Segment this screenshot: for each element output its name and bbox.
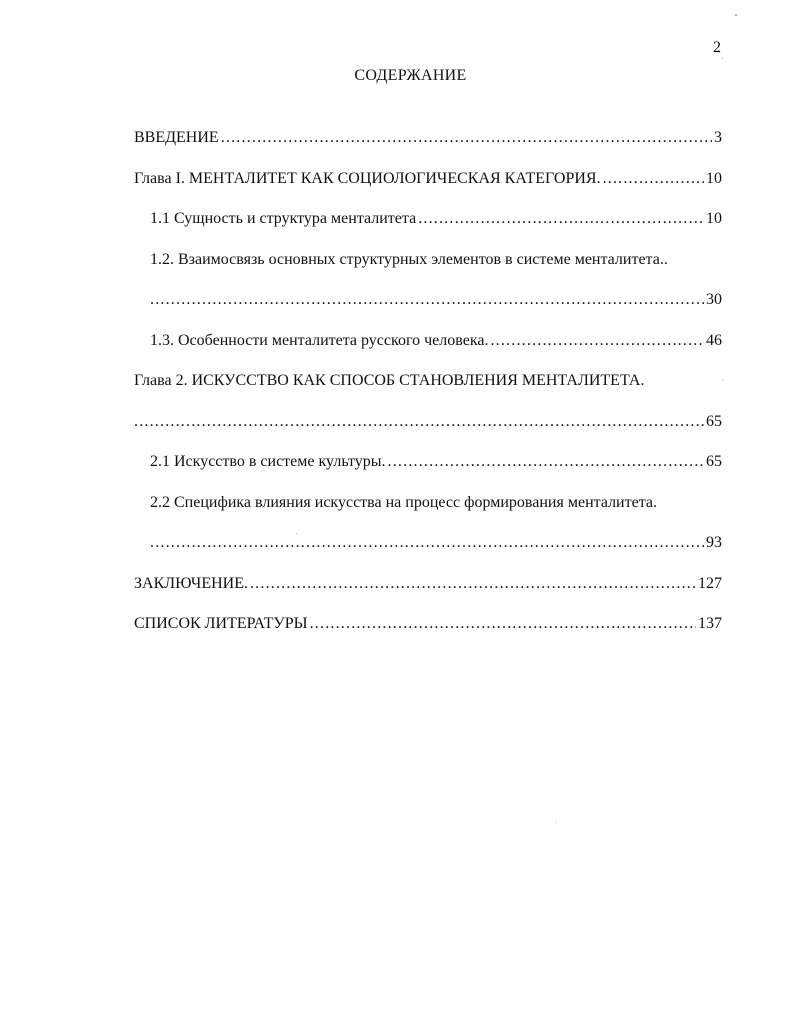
scan-speck [556, 822, 557, 823]
scan-speck [296, 533, 297, 534]
toc-entry-page: 46 [706, 332, 722, 349]
dot-leader [221, 127, 712, 149]
dot-leader [388, 451, 704, 473]
toc-entry-text: Глава I. МЕНТАЛИТЕТ КАК СОЦИОЛОГИЧЕСКАЯ КАТЕГОРИЯ. [134, 170, 601, 187]
scan-speck [722, 380, 723, 381]
toc-entry-text: Глава 2. ИСКУССТВО КАК СПОСОБ СТАНОВЛЕНИЯ МЕНТАЛИТЕТА. [134, 372, 645, 389]
scan-speck [735, 14, 737, 16]
toc-entry-page: 93 [706, 534, 722, 551]
toc-entry-page: 65 [706, 413, 722, 430]
toc-entry-page: 137 [698, 615, 722, 632]
toc-entry-text: 1.2. Взаимосвязь основных структурных элементов в системе менталитета.. [150, 251, 668, 268]
toc-title: СОДЕРЖАНИЕ [354, 67, 467, 84]
toc-entry-page: 10 [706, 170, 722, 187]
dot-leader [134, 411, 704, 433]
toc-entry-section-1-2-continuation[interactable] [150, 289, 722, 311]
toc-entry-section-1-3[interactable] [150, 330, 722, 352]
toc-entry-page: 30 [706, 291, 722, 308]
toc-entry-page: 10 [706, 210, 722, 227]
toc-entry-text: ВВЕДЕНИЕ [134, 129, 219, 146]
toc-entry-page: 65 [706, 453, 722, 470]
toc-entry-section-2-2-continuation[interactable] [150, 532, 722, 554]
page-number: 2 [713, 39, 721, 56]
toc-entry-text: 1.1 Сущность и структура менталитета [150, 210, 417, 227]
scan-speck [722, 58, 723, 59]
dot-leader [150, 289, 704, 311]
toc-entry-chapter-2-continuation[interactable] [134, 411, 722, 433]
toc-entry-text: ЗАКЛЮЧЕНИЕ. [134, 575, 248, 592]
toc-entry-bibliography[interactable] [134, 613, 722, 635]
toc-entry-section-1-2[interactable] [150, 249, 722, 271]
toc-entry-section-1-1[interactable] [150, 208, 722, 230]
toc-entry-chapter-1[interactable] [134, 168, 722, 190]
dot-leader [150, 532, 704, 554]
toc-entry-section-2-2[interactable] [150, 492, 722, 514]
dot-leader [310, 613, 696, 635]
toc-entry-text: 2.2 Специфика влияния искусства на процесс формирования менталитета. [150, 494, 657, 511]
toc-entry-conclusion[interactable] [134, 573, 722, 595]
toc-entry-text: 1.3. Особенности менталитета русского человека. [150, 332, 489, 349]
dot-leader [250, 573, 696, 595]
toc-entry-text: 2.1 Искусство в системе культуры. [150, 453, 386, 470]
toc-entry-page: 127 [698, 575, 722, 592]
dot-leader [603, 168, 704, 190]
toc-entry-page: 3 [714, 129, 722, 146]
toc-entry-section-2-1[interactable] [150, 451, 722, 473]
toc-entry-text: СПИСОК ЛИТЕРАТУРЫ [134, 615, 308, 632]
toc-entry-intro[interactable] [134, 127, 722, 149]
dot-leader [418, 208, 704, 230]
toc-entry-chapter-2[interactable] [134, 370, 722, 392]
dot-leader [490, 330, 704, 352]
